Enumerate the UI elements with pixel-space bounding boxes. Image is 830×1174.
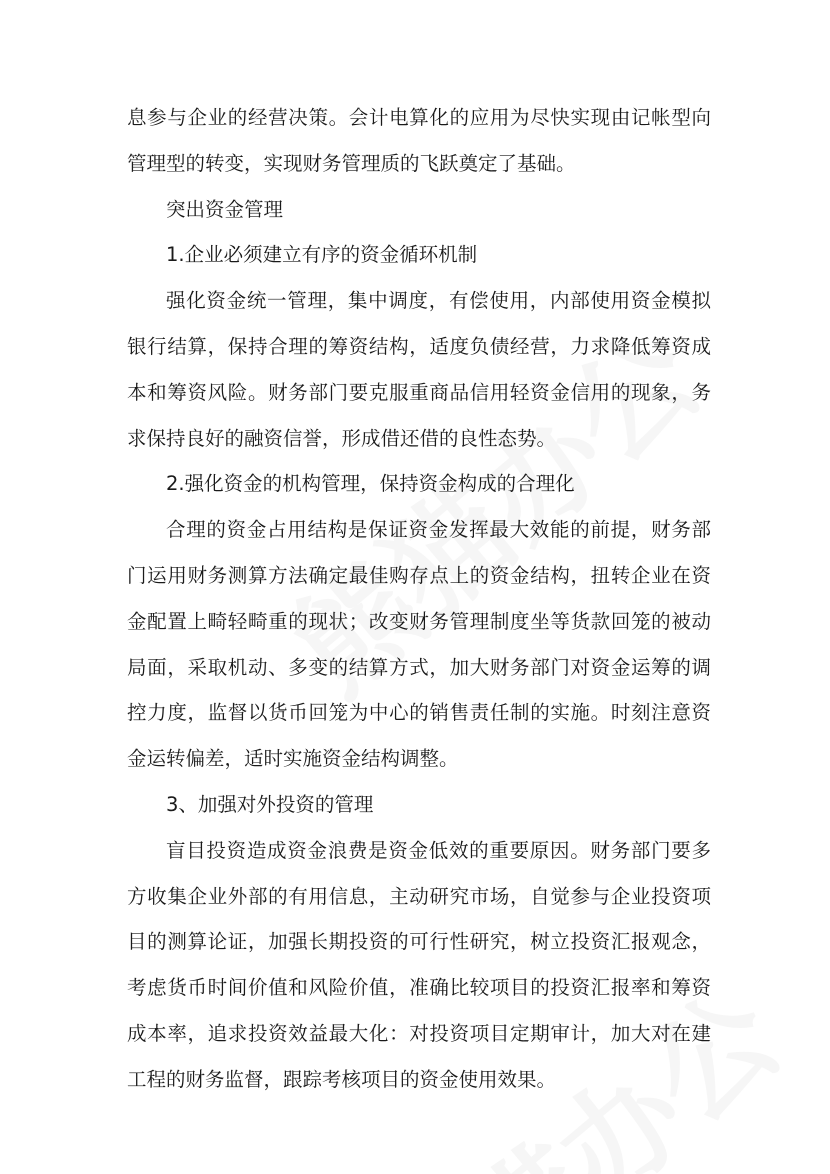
paragraph: 合理的资金占用结构是保证资金发挥最大效能的前提，财务部门运用财务测算方法确定最佳购存点上的资金结构，扭转企业在资金配置上畸轻畸重的现状；改变财务管理制度坐等货款回笼的被动局面，采取机动、多变的结算方式，加大财务部门对资金运筹的调控力度，监督以货币回笼为中心的销售责任制的实施。时刻注意资金运转偏差，适时实施资金结构调整。 bbox=[127, 518, 711, 771]
subsection-heading: 1.企业必须建立有序的资金循环机制 bbox=[166, 243, 478, 267]
subsection-heading: 2.强化资金的机构管理，保持资金构成的合理化 bbox=[166, 472, 575, 496]
section-heading: 突出资金管理 bbox=[166, 197, 284, 221]
paragraph: 盲目投资造成资金浪费是资金低效的重要原因。财务部门要多方收集企业外部的有用信息，主动研究市场，自觉参与企业投资项目的测算论证，加强长期投资的可行性研究，树立投资汇报观念，考虑货币时间价值和风险价值，准确比较项目的投资汇报率和筹资成本率，追求投资效益最大化：对投资项目定期审计，加大对在建工程的财务监督，跟踪考核项目的资金使用效果。 bbox=[127, 838, 711, 1091]
paragraph: 息参与企业的经营决策。会计电算化的应用为尽快实现由记帐型向管理型的转变，实现财务管理质的飞跃奠定了基础。 bbox=[127, 106, 711, 175]
document-body bbox=[127, 95, 711, 1103]
paragraph: 强化资金统一管理，集中调度，有偿使用，内部使用资金模拟银行结算，保持合理的筹资结构，适度负债经营，力求降低筹资成本和筹资风险。财务部门要克服重商品信用轻资金信用的现象，务求保持良好的融资信誉，形成借还借的良性态势。 bbox=[127, 289, 711, 450]
subsection-heading: 3、加强对外投资的管理 bbox=[166, 792, 374, 816]
